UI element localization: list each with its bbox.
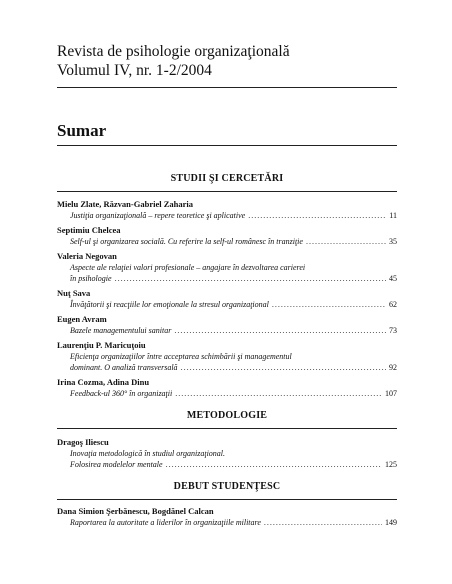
dot-leader <box>115 273 386 284</box>
journal-header <box>57 42 397 80</box>
section-heading: DEBUT STUDENŢESC <box>173 481 281 492</box>
table-of-contents <box>57 152 397 532</box>
entry-page-number: 125 <box>385 460 397 469</box>
toc-entry <box>57 506 397 528</box>
section-heading: METODOLOGIE <box>186 410 268 421</box>
entry-authors: Nuţ Sava <box>57 288 91 298</box>
entry-authors: Septimiu Chelcea <box>57 225 121 235</box>
toc-entry <box>57 340 397 373</box>
journal-title: Revista de psihologie organizaţională <box>57 43 290 60</box>
entry-authors: Dana Simion Şerbănescu, Bogdănel Calcan <box>57 506 214 516</box>
toc-entry <box>57 199 397 221</box>
entry-title-line: Inovaţia metodologică în studiul organizaţional. <box>70 449 226 458</box>
entry-title: Folosirea modelelor mentale <box>70 460 163 469</box>
entry-title-row <box>70 459 397 470</box>
toc-entry <box>57 288 397 310</box>
entry-title-row <box>70 517 397 528</box>
entry-page-number: 45 <box>389 274 397 283</box>
entry-page-number: 107 <box>385 389 397 398</box>
entry-title: Self-ul şi organizarea socială. Cu referire la self-ul românesc în tranziţie <box>70 237 303 246</box>
entry-title-row <box>70 273 397 284</box>
summary-rule <box>57 145 397 146</box>
summary-heading: Sumar <box>57 121 107 140</box>
dot-leader <box>306 236 386 247</box>
toc-entry <box>57 314 397 336</box>
toc-section <box>57 172 397 399</box>
entry-page-number: 35 <box>389 237 397 246</box>
entry-title-row <box>70 325 397 336</box>
section-rule <box>57 428 397 429</box>
entry-title-row <box>70 299 397 310</box>
section-rule <box>57 191 397 192</box>
section-heading: STUDII ŞI CERCETĂRI <box>170 173 284 184</box>
entry-title: Învăţătorii şi reacţiile lor emoţionale la stresul organizaţional <box>70 300 269 309</box>
entry-title: Justiţia organizaţională – repere teoretice şi aplicative <box>70 211 246 220</box>
entry-title-row <box>70 236 397 247</box>
dot-leader <box>174 325 386 336</box>
toc-entry <box>57 437 397 470</box>
entry-title: Raportarea la autoritate a liderilor în organizaţiile militare <box>70 518 261 527</box>
dot-leader <box>175 388 382 399</box>
entry-title: Bazele managementului sanitar <box>70 326 172 335</box>
entry-title-line: Aspecte ale relaţiei valori profesionale – angajare în dezvoltarea carierei <box>70 263 306 272</box>
entry-page-number: 149 <box>385 518 397 527</box>
entry-title: Feedback-ul 360° în organizaţii <box>70 389 173 398</box>
entry-page-number: 92 <box>389 363 397 372</box>
entry-title-line: Eficienţa organizaţiilor între acceptarea schimbării şi managementul <box>70 352 292 361</box>
entry-authors: Laurenţiu P. Maricuţoiu <box>57 340 146 350</box>
dot-leader <box>166 459 382 470</box>
toc-entry <box>57 225 397 247</box>
toc-section <box>57 480 397 528</box>
entry-authors: Mielu Zlate, Răzvan-Gabriel Zaharia <box>57 199 193 209</box>
entry-page-number: 62 <box>389 300 397 309</box>
header-rule <box>57 87 397 88</box>
dot-leader <box>181 362 386 373</box>
dot-leader <box>272 299 386 310</box>
entry-page-number: 11 <box>389 211 397 220</box>
journal-volume: Volumul IV, nr. 1-2/2004 <box>57 62 212 79</box>
toc-section <box>57 409 397 470</box>
entry-title: dominant. O analiză transversală <box>70 363 178 372</box>
section-rule <box>57 499 397 500</box>
toc-entry <box>57 251 397 284</box>
toc-entry <box>57 377 397 399</box>
entry-title-row <box>70 388 397 399</box>
dot-leader <box>264 517 382 528</box>
entry-authors: Dragoş Iliescu <box>57 437 109 447</box>
dot-leader <box>248 210 386 221</box>
entry-title: în psihologie <box>70 274 112 283</box>
entry-page-number: 73 <box>389 326 397 335</box>
entry-title-row <box>70 362 397 373</box>
entry-authors: Valeria Negovan <box>57 251 117 261</box>
entry-title-row <box>70 210 397 221</box>
entry-authors: Irina Cozma, Adina Dinu <box>57 377 150 387</box>
entry-authors: Eugen Avram <box>57 314 107 324</box>
